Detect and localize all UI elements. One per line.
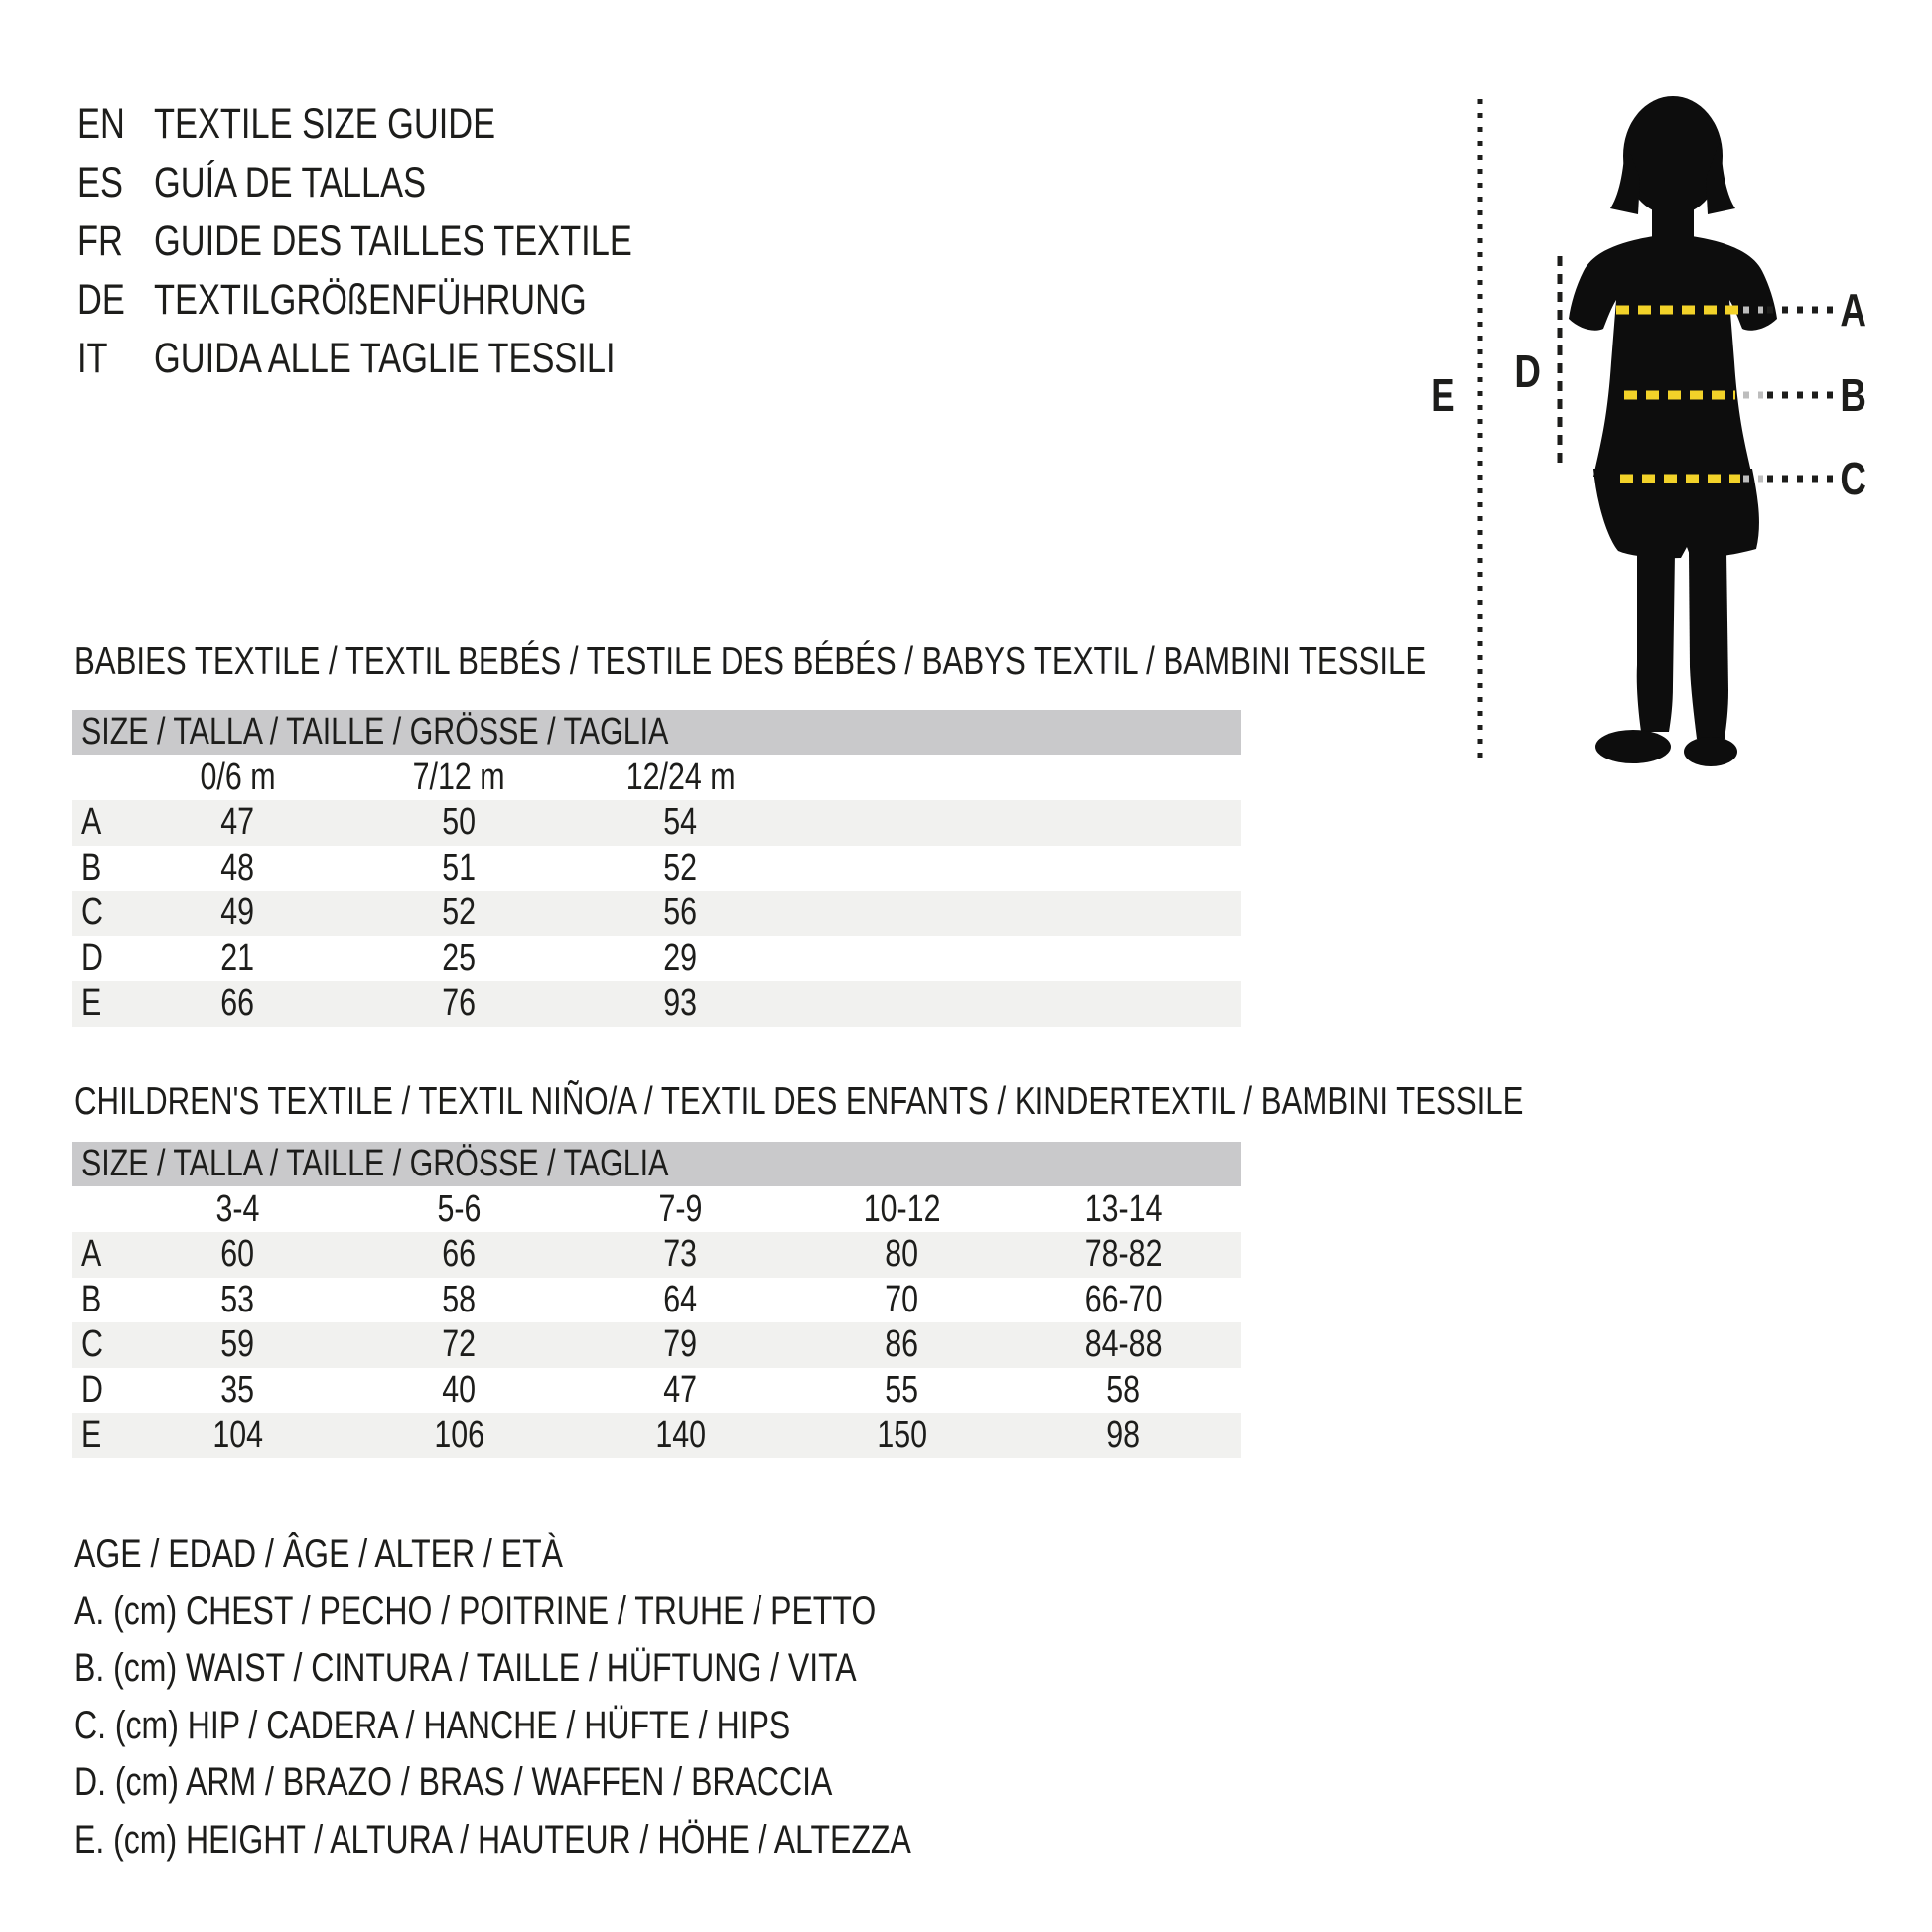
legend-waist-line: B. (cm) WAIST / CINTURA / TAILLE / HÜFTUNG / VITA	[74, 1646, 857, 1690]
silhouette-left-foot	[1595, 730, 1671, 763]
silhouette-right-foot	[1684, 737, 1737, 766]
children-col-2: 5-6	[437, 1187, 482, 1230]
legend-hip-line: C. (cm) HIP / CADERA / HANCHE / HÜFTE / HIPS	[74, 1704, 791, 1747]
lang-title-es: GUÍA DE TALLAS	[154, 159, 427, 207]
children-col-1: 3-4	[215, 1187, 260, 1230]
children-section-heading: CHILDREN'S TEXTILE / TEXTIL NIÑO/A / TEXTIL DES ENFANTS / KINDERTEXTIL / BAMBINI TESSILE	[74, 1080, 1524, 1123]
lang-code-es: ES	[77, 159, 123, 207]
silhouette-neck	[1652, 187, 1694, 240]
children-row-c: C 59 72 79 86 84-88	[72, 1322, 1241, 1368]
babies-col-3: 12/24 m	[625, 756, 736, 798]
babies-size-table	[72, 710, 1241, 1027]
babies-col-2: 7/12 m	[413, 756, 505, 798]
babies-row-b: B 48 51 52	[81, 846, 698, 889]
figure-label-c: C	[1840, 453, 1866, 504]
babies-col-1: 0/6 m	[200, 756, 276, 798]
legend-age-line: AGE / EDAD / ÂGE / ALTER / ETÀ	[74, 1532, 563, 1576]
children-col-3: 7-9	[658, 1187, 703, 1230]
children-row-a: A 60 66 73 80 78-82	[72, 1232, 1241, 1278]
lang-code-de: DE	[77, 276, 125, 324]
children-size-header-bar: SIZE / TALLA / TAILLE / GRÖSSE / TAGLIA	[72, 1142, 1241, 1186]
children-col-5: 13-14	[1084, 1187, 1163, 1230]
children-row-b: B 53 58 64 70 66-70	[81, 1278, 1163, 1320]
figure-label-d: D	[1514, 345, 1541, 397]
children-col-4: 10-12	[863, 1187, 941, 1230]
lang-title-fr: GUIDE DES TAILLES TEXTILE	[154, 217, 632, 265]
legend-height-line: E. (cm) HEIGHT / ALTURA / HAUTEUR / HÖHE / ALTEZZA	[74, 1818, 911, 1862]
lang-title-de: TEXTILGRÖßENFÜHRUNG	[154, 276, 587, 324]
babies-column-header-row	[72, 755, 1241, 800]
babies-row-a: A 47 50 54	[72, 800, 1241, 846]
children-column-header-row	[72, 1186, 1241, 1232]
children-row-d: D 35 40 47 55 58	[81, 1368, 1141, 1411]
legend-arm-line: D. (cm) ARM / BRAZO / BRAS / WAFFEN / BRACCIA	[74, 1760, 833, 1804]
babies-row-d: D 21 25 29	[81, 936, 698, 979]
figure-label-a: A	[1840, 284, 1866, 336]
children-row-e: E 104 106 140 150 98	[72, 1413, 1241, 1458]
figure-label-b: B	[1840, 369, 1866, 421]
silhouette-torso	[1569, 236, 1777, 477]
figure-label-e: E	[1431, 369, 1455, 421]
babies-size-header-bar: SIZE / TALLA / TAILLE / GRÖSSE / TAGLIA	[72, 710, 1241, 755]
lang-title-it: GUIDA ALLE TAGLIE TESSILI	[154, 335, 616, 382]
children-size-table	[72, 1142, 1241, 1458]
babies-row-e: E 66 76 93	[72, 981, 1241, 1027]
lang-code-it: IT	[77, 335, 108, 382]
babies-section-heading: BABIES TEXTILE / TEXTIL BEBÉS / TESTILE DES BÉBÉS / BABYS TEXTIL / BAMBINI TESSILE	[74, 640, 1427, 683]
babies-row-c: C 49 52 56	[72, 891, 1241, 936]
lang-code-fr: FR	[77, 217, 123, 265]
lang-title-en: TEXTILE SIZE GUIDE	[154, 100, 496, 148]
lang-code-en: EN	[77, 100, 125, 148]
legend-chest-line: A. (cm) CHEST / PECHO / POITRINE / TRUHE / PETTO	[74, 1589, 877, 1633]
